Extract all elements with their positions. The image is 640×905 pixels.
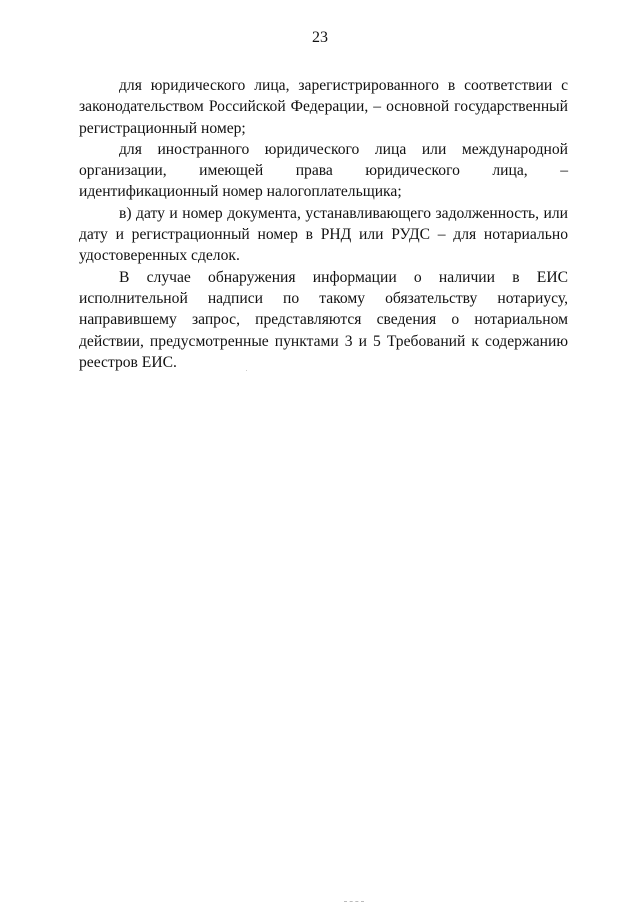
page-number: 23 — [312, 29, 328, 46]
scan-speck — [246, 370, 247, 371]
paragraph-debt-document-date-number: в) дату и номер документа, устанавливающего задолженность, или дату и регистрационный номер в РНД или РУДС – для нотариально удостоверенных сделок. — [79, 204, 568, 265]
paragraph-foreign-entity-tax-number: для иностранного юридического лица или международной организации, имеющей права юридического лица, – идентификационный номер налогоплательщика; — [79, 140, 568, 201]
scan-artifact-line — [344, 901, 364, 903]
document-body — [79, 75, 568, 373]
paragraph-eis-executive-inscription: В случае обнаружения информации о наличии в ЕИС исполнительной надписи по такому обязательству нотариусу, направившему запрос, представляются сведения о нотариальном действии, предусмотренные пунктами 3 и 5 Требований к содержанию реестров ЕИС. — [79, 268, 568, 371]
paragraph-legal-entity-registration-number: для юридического лица, зарегистрированного в соответствии с законодательством Российской Федерации, – основной государственный регистрационный номер; — [79, 77, 568, 137]
